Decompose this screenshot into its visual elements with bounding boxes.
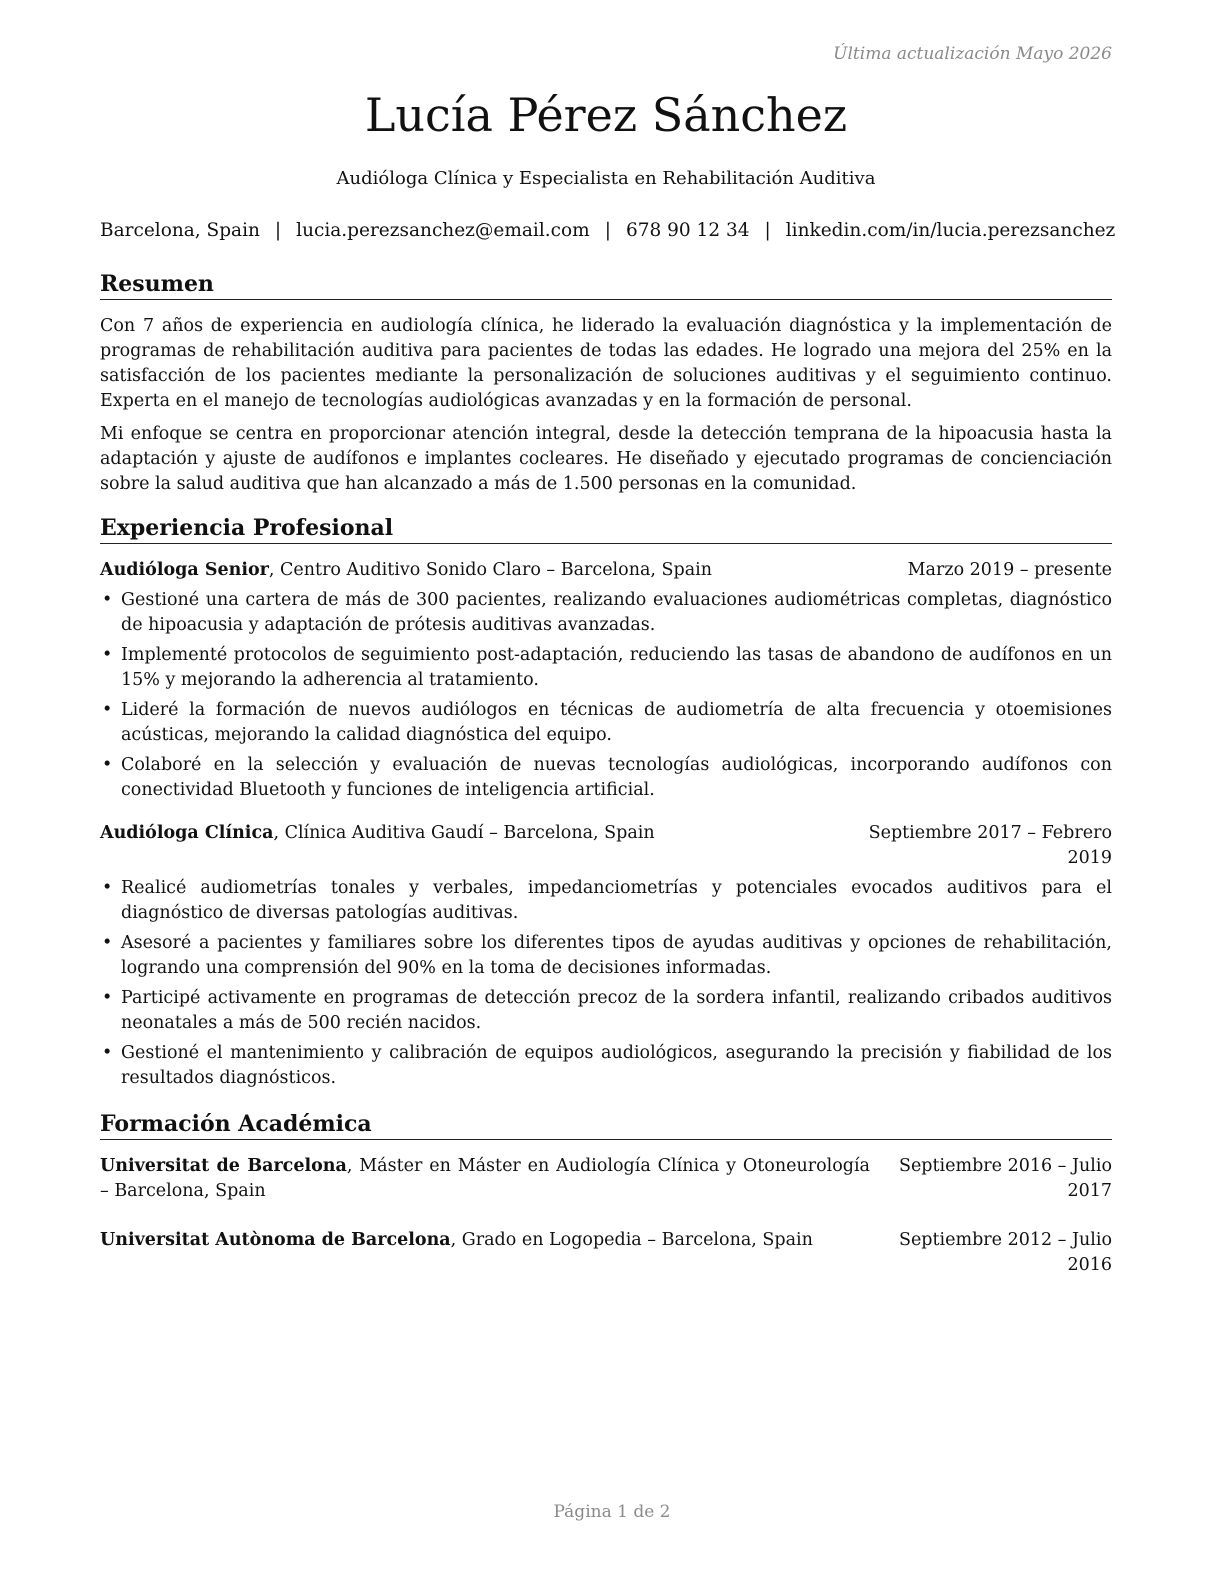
last-updated: Última actualización Mayo 2026	[833, 44, 1112, 64]
bullet-icon: •	[102, 755, 113, 775]
job-employer: , Centro Auditivo Sonido Claro – Barcelona, Spain	[268, 560, 713, 580]
bullet-icon: •	[102, 700, 113, 720]
list-item: • Asesoré a pacientes y familiares sobre los diferentes tipos de ayudas auditivas y opciones de rehabilitación, logrando una comprensión del 90% en la toma de decisiones informadas.	[102, 933, 1112, 978]
contact-line	[100, 220, 1116, 241]
bullet-icon: •	[102, 645, 113, 665]
job-dates: Marzo 2019 – presente	[907, 560, 1112, 580]
degree-detail: , Máster en Máster en Audiología Clínica y Otoneurología – Barcelona, Spain	[100, 1156, 870, 1201]
experience-section	[100, 514, 1112, 1096]
education-section	[100, 1110, 1112, 1275]
list-item: • Gestioné una cartera de más de 300 pacientes, realizando evaluaciones audiométricas completas, diagnóstico de hipoacusia y adaptación de prótesis auditivas avanzadas.	[102, 590, 1112, 635]
summary-section	[100, 270, 1112, 497]
headline: Audióloga Clínica y Especialista en Rehabilitación Auditiva	[336, 168, 876, 189]
contact-email[interactable]: lucia.perezsanchez@email.com	[296, 220, 590, 241]
education-entry	[100, 1154, 1112, 1204]
contact-phone: 678 90 12 34	[625, 220, 750, 241]
job-role: Audióloga Clínica	[100, 823, 274, 843]
job-header	[100, 558, 1112, 583]
page-number: Página 1 de 2	[553, 1502, 671, 1522]
list-item: • Realicé audiometrías tonales y verbales, impedanciometrías y potenciales evocados auditivos para el diagnóstico de diversas patologías auditivas.	[102, 878, 1112, 923]
job-role: Audióloga Senior	[100, 560, 269, 580]
list-item: • Colaboré en la selección y evaluación de nuevas tecnologías audiológicas, incorporando audífonos con conectividad Bluetooth y funciones de inteligencia artificial.	[102, 755, 1112, 800]
list-item: • Lideré la formación de nuevos audiólogos en técnicas de audiometría de alta frecuencia y otoemisiones acústicas, mejorando la calidad diagnóstica del equipo.	[102, 700, 1112, 745]
school-name: Universitat Autònoma de Barcelona	[100, 1230, 451, 1250]
section-title-education: Formación Académica	[100, 1110, 1112, 1140]
education-dates: Septiembre 2016 – Julio 2017	[898, 1156, 1112, 1201]
contact-location: Barcelona, Spain	[100, 220, 260, 241]
section-title-experience: Experiencia Profesional	[100, 514, 1112, 544]
summary-paragraph: Con 7 años de experiencia en audiología clínica, he liderado la evaluación diagnóstica y la implementación de programas de rehabilitación auditiva para pacientes de todas las edades. He logrado una mejora del 25% en la satisfacción de los pacientes mediante la personalización de soluciones auditivas y el seguimiento continuo. Experta en el manejo de tecnologías audiológicas avanzadas y en la formación de personal.	[100, 316, 1112, 411]
job-entry	[100, 821, 1112, 1091]
job-entry	[100, 558, 1112, 803]
contact-separator: |	[764, 220, 771, 241]
job-employer: , Clínica Auditiva Gaudí – Barcelona, Spain	[273, 823, 655, 843]
summary-paragraph: Mi enfoque se centra en proporcionar atención integral, desde la detección temprana de la hipoacusia hasta la adaptación y ajuste de audífonos e implantes cocleares. He diseñado y ejecutado programas de concienciación sobre la salud auditiva que han alcanzado a más de 1.500 personas en la comunidad.	[100, 424, 1112, 494]
contact-separator: |	[274, 220, 282, 241]
job-header	[100, 821, 1112, 868]
education-dates: Septiembre 2012 – Julio 2016	[898, 1230, 1112, 1275]
bullet-icon: •	[102, 988, 113, 1008]
contact-separator: |	[604, 220, 611, 241]
bullet-icon: •	[102, 1043, 113, 1063]
job-bullets	[100, 876, 1112, 1091]
section-title-summary: Resumen	[100, 270, 1112, 300]
candidate-name: Lucía Pérez Sánchez	[364, 88, 848, 142]
bullet-icon: •	[102, 933, 113, 953]
contact-linkedin[interactable]: linkedin.com/in/lucia.perezsanchez	[785, 220, 1116, 241]
school-name: Universitat de Barcelona	[100, 1156, 347, 1176]
degree-detail: , Grado en Logopedia – Barcelona, Spain	[450, 1230, 813, 1250]
job-dates: Septiembre 2017 – Febrero 2019	[868, 823, 1112, 868]
education-entry	[100, 1228, 1112, 1275]
job-bullets	[100, 588, 1112, 803]
list-item: • Participé activamente en programas de detección precoz de la sordera infantil, realizando cribados auditivos neonatales a más de 500 recién nacidos.	[102, 988, 1112, 1033]
bullet-icon: •	[102, 878, 113, 898]
bullet-icon: •	[102, 590, 113, 610]
list-item: • Gestioné el mantenimiento y calibración de equipos audiológicos, asegurando la precisión y fiabilidad de los resultados diagnósticos.	[102, 1043, 1112, 1088]
list-item: • Implementé protocolos de seguimiento post-adaptación, reduciendo las tasas de abandono de audífonos en un 15% y mejorando la adherencia al tratamiento.	[102, 645, 1112, 690]
